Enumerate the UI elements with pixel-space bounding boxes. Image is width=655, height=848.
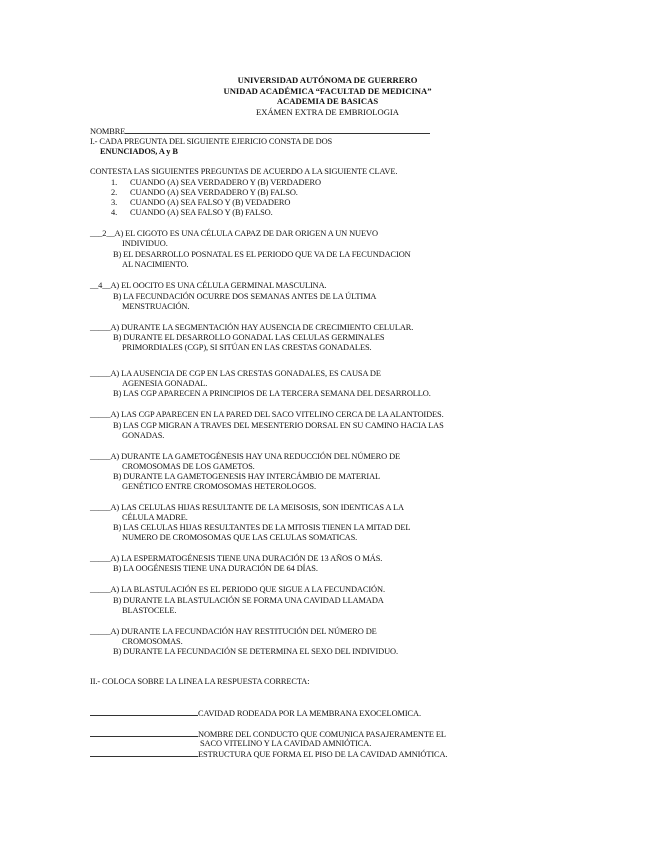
fill-item-2-cont: SACO VITELINO Y LA CAVIDAD AMNIÓTICA. [200, 739, 372, 748]
question-6-a [90, 452, 400, 462]
key-num-4: 4. [111, 208, 118, 217]
exam-header [0, 75, 655, 117]
academic-unit: UNIDAD ACADÉMICA “FACULTAD DE MEDICINA” [223, 85, 432, 96]
question-3-b: B) DURANTE EL DESARROLLO GONADAL LAS CELULAS GERMINALES [113, 333, 385, 342]
question-1-a-cont: INDIVIDUO. [122, 239, 168, 248]
question-9-b-cont: BLASTOCELE. [122, 606, 177, 615]
section1-title: I.- CADA PREGUNTA DEL SIGUIENTE EJERICIO CONSTA DE DOS [90, 137, 333, 146]
question-6-b-cont: GENÉTICO ENTRE CROMOSOMAS HETEROLOGOS. [122, 482, 316, 491]
statement-a: A) LAS CELULAS HIJAS RESULTANTE DE LA MEISOSIS, SON IDENTICAS A LA [110, 503, 404, 512]
answer-field[interactable]: _____ [90, 554, 111, 563]
key-item-4: CUANDO (A) SEA FALSO Y (B) FALSO. [130, 208, 273, 217]
statement-a: A) DURANTE LA FECUNDACIÓN HAY RESTITUCIÓN DEL NÚMERO DE [110, 627, 377, 636]
answer-field[interactable]: _____ [90, 503, 111, 512]
fill-item-text: ESTRUCTURA QUE FORMA EL PISO DE LA CAVIDAD AMNIÓTICA. [198, 750, 448, 759]
question-6-a-cont: CROMOSOMAS DE LOS GAMETOS. [122, 462, 255, 471]
section2-title: II.- COLOCA SOBRE LA LINEA LA RESPUESTA CORRECTA: [90, 677, 310, 686]
answer-field[interactable]: ___2__ [90, 229, 115, 238]
statement-a: A) LA AUSENCIA DE CGP EN LAS CRESTAS GONADALES, ES CAUSA DE [110, 369, 381, 378]
question-9-b: B) DURANTE LA BLASTULACIÓN SE FORMA UNA CAVIDAD LLAMADA [113, 596, 384, 605]
university-name: UNIVERSIDAD AUTÓNOMA DE GUERRERO [237, 75, 418, 85]
question-4-a [90, 369, 381, 379]
answer-field[interactable]: _____ [90, 369, 111, 378]
name-row [90, 126, 430, 137]
key-num-3: 3. [111, 198, 118, 207]
question-1-b: B) EL DESARROLLO POSNATAL ES EL PERIODO QUE VA DE LA FECUNDACION [113, 250, 411, 259]
statement-a: A) LA ESPERMATOGÉNESIS TIENE UNA DURACIÓN DE 13 AÑOS O MÁS. [110, 554, 383, 563]
key-item-3: CUANDO (A) SEA FALSO Y (B) VEDADERO [130, 198, 291, 207]
name-field-line[interactable] [125, 126, 430, 134]
question-7-a-cont: CÉLULA MADRE. [122, 513, 188, 522]
statement-a: A) DURANTE LA SEGMENTACIÓN HAY AUSENCIA DE CRECIMIENTO CELULAR. [110, 323, 414, 332]
question-2-b-cont: MENSTRUACIÓN. [122, 302, 190, 311]
answer-field[interactable]: _____ [90, 410, 111, 419]
statement-a: A) EL CIGOTO ES UNA CÉLULA CAPAZ DE DAR ORIGEN A UN NUEVO [114, 229, 378, 238]
fill-blank[interactable] [90, 749, 198, 757]
statement-a: A) EL OOCITO ES UNA CÉLULA GERMINAL MASCULINA. [110, 281, 327, 290]
fill-blank[interactable] [90, 708, 198, 716]
section1-title-cont: ENUNCIADOS, A y B [100, 147, 178, 156]
question-10-a [90, 627, 377, 637]
question-1-a [90, 229, 378, 239]
question-7-b-cont: NUMERO DE CROMOSOMAS QUE LAS CELULAS SOMATICAS. [122, 533, 358, 542]
fill-item-text: CAVIDAD RODEADA POR LA MEMBRANA EXOCELOMICA. [198, 709, 421, 718]
statement-a: A) LAS CGP APARECEN EN LA PARED DEL SACO VITELINO CERCA DE LA ALANTOIDES. [110, 410, 444, 419]
question-5-a [90, 410, 444, 420]
answer-field[interactable]: _____ [90, 323, 111, 332]
question-5-b: B) LAS CGP MIGRAN A TRAVES DEL MESENTERIO DORSAL EN SU CAMINO HACIA LAS [113, 421, 444, 430]
statement-a: A) LA BLASTULACIÓN ES EL PERIODO QUE SIGUE A LA FECUNDACIÓN. [110, 585, 385, 594]
fill-blank[interactable] [90, 729, 198, 737]
question-7-b: B) LAS CELULAS HIJAS RESULTANTES DE LA MITOSIS TIENEN LA MITAD DEL [113, 523, 411, 532]
key-item-1: CUANDO (A) SEA VERDADERO Y (B) VERDADERO [130, 178, 321, 187]
question-5-b-cont: GONADAS. [122, 431, 165, 440]
question-10-a-cont: CROMOSOMAS. [122, 637, 183, 646]
question-2-a [90, 281, 327, 291]
question-3-b-cont: PRIMORDIALES (CGP), SI SITÚAN EN LAS CRESTAS GONADALES. [122, 343, 372, 352]
question-2-b: B) LA FECUNDACIÓN OCURRE DOS SEMANAS ANTES DE LA ÚLTIMA [113, 292, 377, 301]
answer-field[interactable]: _____ [90, 585, 111, 594]
question-4-a-cont: AGENESIA GONADAL. [122, 379, 208, 388]
key-num-2: 2. [111, 188, 118, 197]
answer-field[interactable]: _____ [90, 452, 111, 461]
question-8-a [90, 554, 382, 564]
key-num-1: 1. [111, 178, 118, 187]
fill-item-text: NOMBRE DEL CONDUCTO QUE COMUNICA PASAJERAMENTE EL [198, 730, 446, 739]
fill-item-3 [90, 749, 447, 760]
question-8-b: B) LA OOGÉNESIS TIENE UNA DURACIÓN DE 64 DÍAS. [113, 564, 318, 573]
name-label: NOMBRE [90, 127, 126, 136]
academy-name: ACADEMIA DE BASICAS [276, 96, 379, 107]
question-3-a [90, 323, 413, 333]
section1-instructions: CONTESTA LAS SIGUIENTES PREGUNTAS DE ACUERDO A LA SIGUIENTE CLAVE. [90, 167, 398, 176]
key-item-2: CUANDO (A) SEA VERDADERO Y (B) FALSO. [130, 188, 298, 197]
answer-field[interactable]: _____ [90, 627, 111, 636]
question-9-a [90, 585, 385, 595]
question-1-b-cont: AL NACIMIENTO. [122, 260, 189, 269]
exam-title: EXÁMEN EXTRA DE EMBRIOLOGIA [256, 106, 399, 117]
question-7-a [90, 503, 404, 513]
fill-item-1 [90, 708, 421, 719]
statement-a: A) DURANTE LA GAMETOGÉNESIS HAY UNA REDUCCIÓN DEL NÚMERO DE [110, 452, 401, 461]
question-6-b: B) DURANTE LA GAMETOGENESIS HAY INTERCÁMBIO DE MATERIAL [113, 472, 381, 481]
answer-field[interactable]: __4__ [90, 281, 111, 290]
question-10-b: B) DURANTE LA FECUNDACIÓN SE DETERMINA EL SEXO DEL INDIVIDUO. [113, 647, 398, 656]
question-4-b: B) LAS CGP APARECEN A PRINCIPIOS DE LA TERCERA SEMANA DEL DESARROLLO. [113, 389, 431, 398]
